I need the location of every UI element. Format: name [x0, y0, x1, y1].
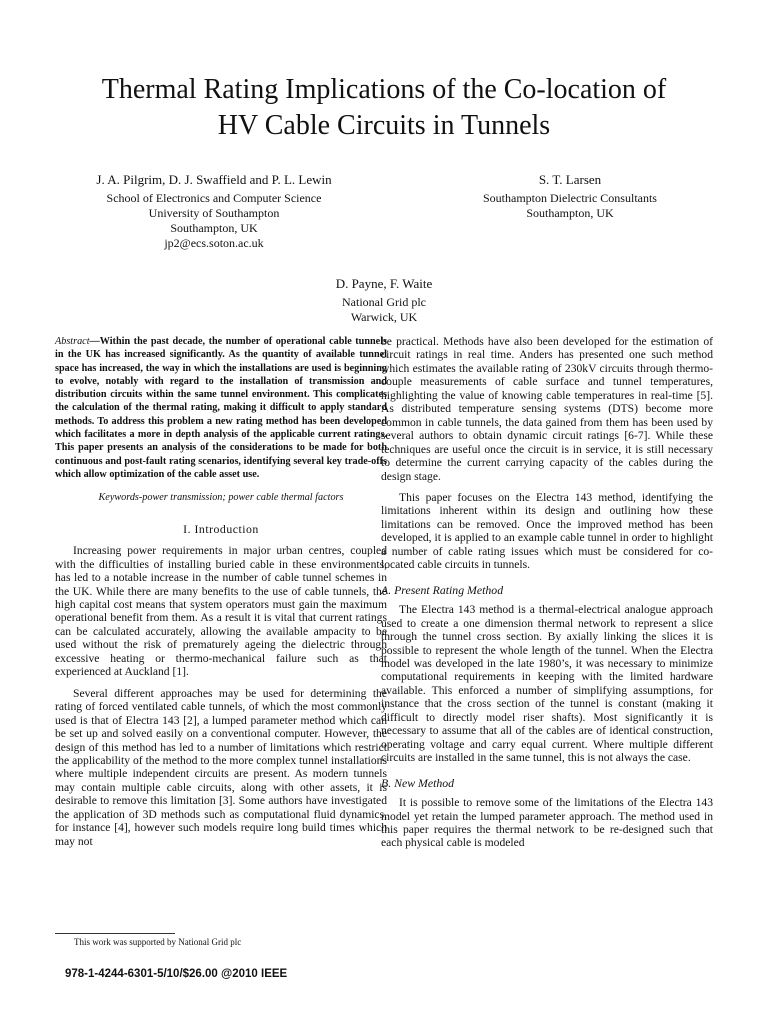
abstract-text: —Within the past decade, the number of operational cable tunnels in the UK has increased significantly. As the quantity of available tunnel space has increased, the way in which the installations are used is beginning to evolve, notably with regard to the installation of transmission and distribution circuits within the same tunnel environment. This complicates the calculation of the thermal rating, making it difficult to apply standard methods. To address this problem a new rating method has been developed which facilitates a more in depth analysis of the applicable current ratings. This paper presents an analysis of the considerations to be made for both continuous and post-fault rating scenarios, identifying several key trade-offs which allow optimization of the cable asset use. [55, 336, 387, 480]
author-block-2 [420, 172, 720, 221]
isbn-copyright: 978-1-4244-6301-5/10/$26.00 @2010 IEEE [65, 968, 288, 980]
affiliation-line: Warwick, UK [350, 310, 418, 324]
paper-title [40, 72, 728, 144]
subsection-heading-b: B. New Method [381, 775, 455, 790]
affiliation-line: Southampton, UK [526, 206, 614, 220]
affiliation-line: School of Electronics and Computer Science [106, 191, 322, 205]
left-column [55, 335, 387, 856]
right-column [381, 335, 713, 858]
body-paragraph: The Electra 143 method is a thermal-electrical analogue approach used to create a one dimension thermal network to represent a slice through the tunnel cross section. By axially linking the slices it is possible to represent the whole length of the tunnel. When the Electra model was developed in the late 1980’s, it was necessary to minimize computational requirements in keeping with the limited hardware available. This enforced a number of simplifying assumptions, for instance that the cross section of the tunnel is constant (making it difficult to directly model riser shafts). Most significantly it is necessary to assume that all of the cables are of identical construction, operating voltage and carry equal current. Where multiple different circuits are installed in the same tunnel, this is not always the case. [381, 603, 713, 765]
author-block-1 [64, 172, 364, 251]
section-heading-introduction: I. Introduction [183, 521, 259, 536]
abstract [55, 335, 387, 481]
keywords: Keywords-power transmission; power cable thermal factors [98, 492, 344, 504]
abstract-label: Abstract [55, 336, 90, 347]
body-paragraph: It is possible to remove some of the limitations of the Electra 143 model yet retain the lumped parameter approach. The method used in this paper requires the thermal network to be re-designed such that each physical cable is modeled [381, 796, 713, 850]
author-email: jp2@ecs.soton.ac.uk [164, 236, 264, 250]
affiliation-line: National Grid plc [342, 295, 426, 309]
affiliation-line: Southampton, UK [170, 221, 258, 235]
affiliation-line: Southampton Dielectric Consultants [483, 191, 657, 205]
footnote: This work was supported by National Grid plc [74, 937, 242, 947]
body-paragraph: This paper focuses on the Electra 143 method, identifying the limitations inherent within its design and outlining how these limitations can be removed. Once the improved method has been developed, it is applied to an example cable tunnel in order to highlight a number of cable rating issues which must be considered for co-located cable circuits in tunnels. [381, 490, 713, 572]
subsection-heading-a: A. Present Rating Method [381, 582, 504, 597]
footnote-rule [55, 933, 175, 934]
body-paragraph: be practical. Methods have also been developed for the estimation of circuit ratings in real time. Anders has presented one such method which estimates the available rating of 230kV circuits through thermo-couple measurements of cable surface and tunnel temperatures, highlighting the value of knowing cable temperatures in real-time [5]. As distributed temperature sensing systems (DTS) become more common in cable tunnels, the data gained from them has been used by several authors to obtain dynamic circuit ratings [6-7]. While these techniques are useful once the circuit is in service, it is still necessary to determine the current carrying capacity of the cables during the design stage. [381, 335, 713, 483]
author-block-3 [234, 276, 534, 325]
title-line-2: HV Cable Circuits in Tunnels [217, 110, 551, 141]
body-paragraph: Several different approaches may be used for determining the rating of forced ventilated cable tunnels, of which the most commonly used is that of Electra 143 [2], a lumped parameter method which can be set up and solved easily on a conventional computer. However, the design of this method has led to a number of limitations which restrict the applicability of the method to the more complex tunnel installations where multiple independent circuits are present. As modern tunnels may contain multiple cable circuits, along with other assets, it is desirable to remove this limitation [3]. Some authors have investigated the application of 3D methods such as computational fluid dynamics, for instance [4], however such models require long build times which may not [55, 686, 387, 848]
author-names: J. A. Pilgrim, D. J. Swaffield and P. L. Lewin [96, 172, 332, 187]
author-names: S. T. Larsen [538, 172, 602, 187]
author-names: D. Payne, F. Waite [335, 276, 433, 291]
title-line-1: Thermal Rating Implications of the Co-location of [101, 74, 667, 105]
body-paragraph: Increasing power requirements in major urban centres, coupled with the difficulties of installing buried cable in these environments, has led to a notable increase in the number of cable tunnel schemes in the UK. While there are many benefits to the use of cable tunnels, the high capital cost means that system operators must gain the maximum operational benefit from them. As a result it is vital that current ratings can be calculated accurately, allowing the available ampacity to be used without the risk of prematurely ageing the dielectric through excessive heating or thermo-mechanical failure such as that experienced at Auckland [1]. [55, 544, 387, 679]
affiliation-line: University of Southampton [148, 206, 280, 220]
